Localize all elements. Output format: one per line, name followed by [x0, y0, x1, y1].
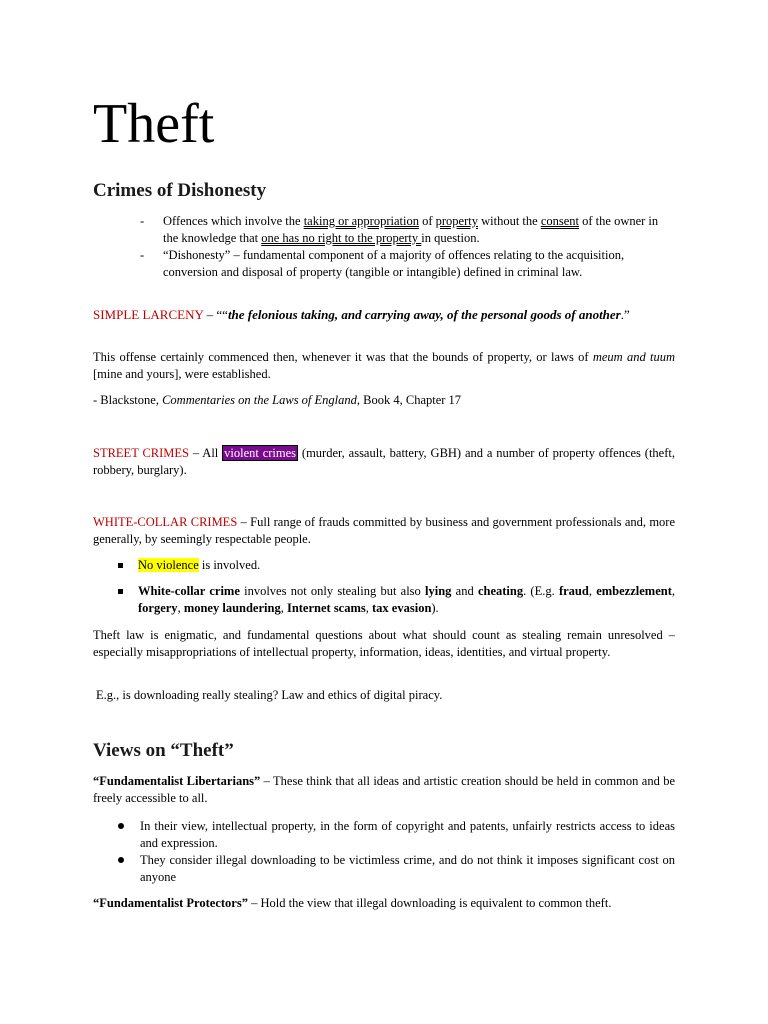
book-title: Commentaries on the Laws of England — [162, 393, 357, 407]
text-span: – ““ — [203, 307, 228, 322]
text-span: (murder, assault, battery, GBH) and a number of property offences (theft, robbery, burglary). — [93, 446, 675, 477]
square-bullet-icon — [118, 589, 123, 594]
list-item — [118, 583, 675, 617]
enigmatic-paragraph: Theft law is enigmatic, and fundamental questions about what should count as stealing remain unresolved – especially misappropriations of intellectual property, information, ideas, identities, and virtual property. — [93, 628, 675, 659]
list-item — [140, 247, 675, 281]
square-bullet-icon — [118, 563, 123, 568]
term-label: WHITE-COLLAR CRIMES — [93, 515, 238, 529]
text-span: - Blackstone, — [93, 393, 163, 407]
text-span: .” — [620, 307, 630, 322]
heading-crimes-of-dishonesty: Crimes of Dishonesty — [93, 180, 267, 201]
text-span: , — [588, 584, 597, 598]
text-span: , — [671, 584, 675, 598]
list-item — [118, 852, 675, 886]
text-span: is involved. — [198, 558, 261, 572]
bold-term: forgery — [138, 601, 178, 615]
bold-term: fraud — [558, 584, 589, 598]
page-title: Theft — [93, 93, 215, 155]
text-span: of — [418, 214, 436, 228]
dishonesty-list — [140, 213, 675, 281]
text-span: . (E.g. — [523, 584, 559, 598]
text-span: of the owner in the knowledge that — [163, 214, 659, 245]
text-span: in question. — [421, 231, 480, 245]
text-span: , Book 4, Chapter 17 — [356, 393, 462, 407]
text-span: , — [280, 601, 287, 615]
round-bullet-icon — [118, 823, 124, 829]
list-item-text: In their view, intellectual property, in the form of copyright and patents, unfairly restricts access to ideas and expression. — [140, 819, 675, 850]
term-label: STREET CRIMES — [93, 446, 190, 460]
text-span: involves not only stealing but also — [239, 584, 426, 598]
underlined-term: property — [435, 214, 478, 228]
text-span: ). — [431, 601, 439, 615]
text-span: – All — [189, 446, 223, 460]
term-label: SIMPLE LARCENY — [93, 307, 204, 322]
bold-term: “Fundamentalist Protectors” — [93, 896, 248, 910]
highlighted-term: No violence — [138, 558, 199, 572]
bold-term: White-collar crime — [138, 584, 240, 598]
underlined-term: consent — [540, 214, 580, 228]
underlined-term: taking or appropriation — [303, 214, 419, 228]
text-span: – Full range of frauds committed by business and government professionals and, more generally, by seemingly respectable people. — [93, 515, 676, 546]
list-item — [140, 213, 675, 247]
text-span: Offences which involve the — [163, 214, 304, 228]
text-span: This offense certainly commenced then, whenever it was that the bounds of property, or laws of — [93, 350, 593, 364]
heading-views-on-theft: Views on “Theft” — [93, 740, 234, 761]
round-bullet-icon — [118, 857, 124, 863]
highlighted-term: violent crimes — [224, 446, 297, 460]
libertarians-paragraph — [93, 773, 675, 807]
blackstone-paragraph — [93, 349, 675, 383]
simple-larceny-definition — [93, 306, 675, 323]
dash-marker: - — [140, 248, 145, 262]
text-span: – These think that all ideas and artistic creation should be held in common and be freely accessible to all. — [93, 774, 675, 805]
bold-term: Internet scams — [286, 601, 366, 615]
bold-term: cheating — [477, 584, 524, 598]
text-span: , — [365, 601, 373, 615]
text-span: , — [177, 601, 184, 615]
white-collar-definition — [93, 514, 675, 548]
underlined-term: one has no right to the property — [261, 231, 422, 245]
dash-marker: - — [140, 214, 145, 228]
piracy-question: E.g., is downloading really stealing? Law and ethics of digital piracy. — [96, 688, 443, 702]
bold-term: embezzlement — [596, 584, 672, 598]
text-span: – Hold the view that illegal downloading is equivalent to common theft. — [247, 896, 612, 910]
list-item-text: “Dishonesty” – fundamental component of a majority of offences relating to the acquisition, conversion and disposal of property (tangible or intangible) defined in criminal law. — [163, 248, 625, 279]
protectors-paragraph — [93, 895, 675, 912]
text-span: [mine and yours], were established. — [93, 367, 271, 381]
citation — [93, 392, 675, 409]
larceny-quote: the felonious taking, and carrying away, of the personal goods of another — [227, 307, 621, 322]
list-item — [118, 818, 675, 852]
street-crimes-definition — [93, 445, 675, 479]
libertarians-list — [118, 818, 675, 886]
bold-term: tax evasion — [372, 601, 432, 615]
white-collar-list — [118, 557, 675, 617]
text-span: and — [451, 584, 478, 598]
list-item — [118, 557, 675, 574]
bold-term: lying — [425, 584, 452, 598]
bold-term: “Fundamentalist Libertarians” — [93, 774, 261, 788]
text-span: without the — [477, 214, 541, 228]
bold-term: money laundering — [183, 601, 281, 615]
list-item-text: They consider illegal downloading to be victimless crime, and do not think it imposes significant cost on anyone — [140, 853, 675, 884]
italic-term: meum and tuum — [592, 350, 675, 364]
